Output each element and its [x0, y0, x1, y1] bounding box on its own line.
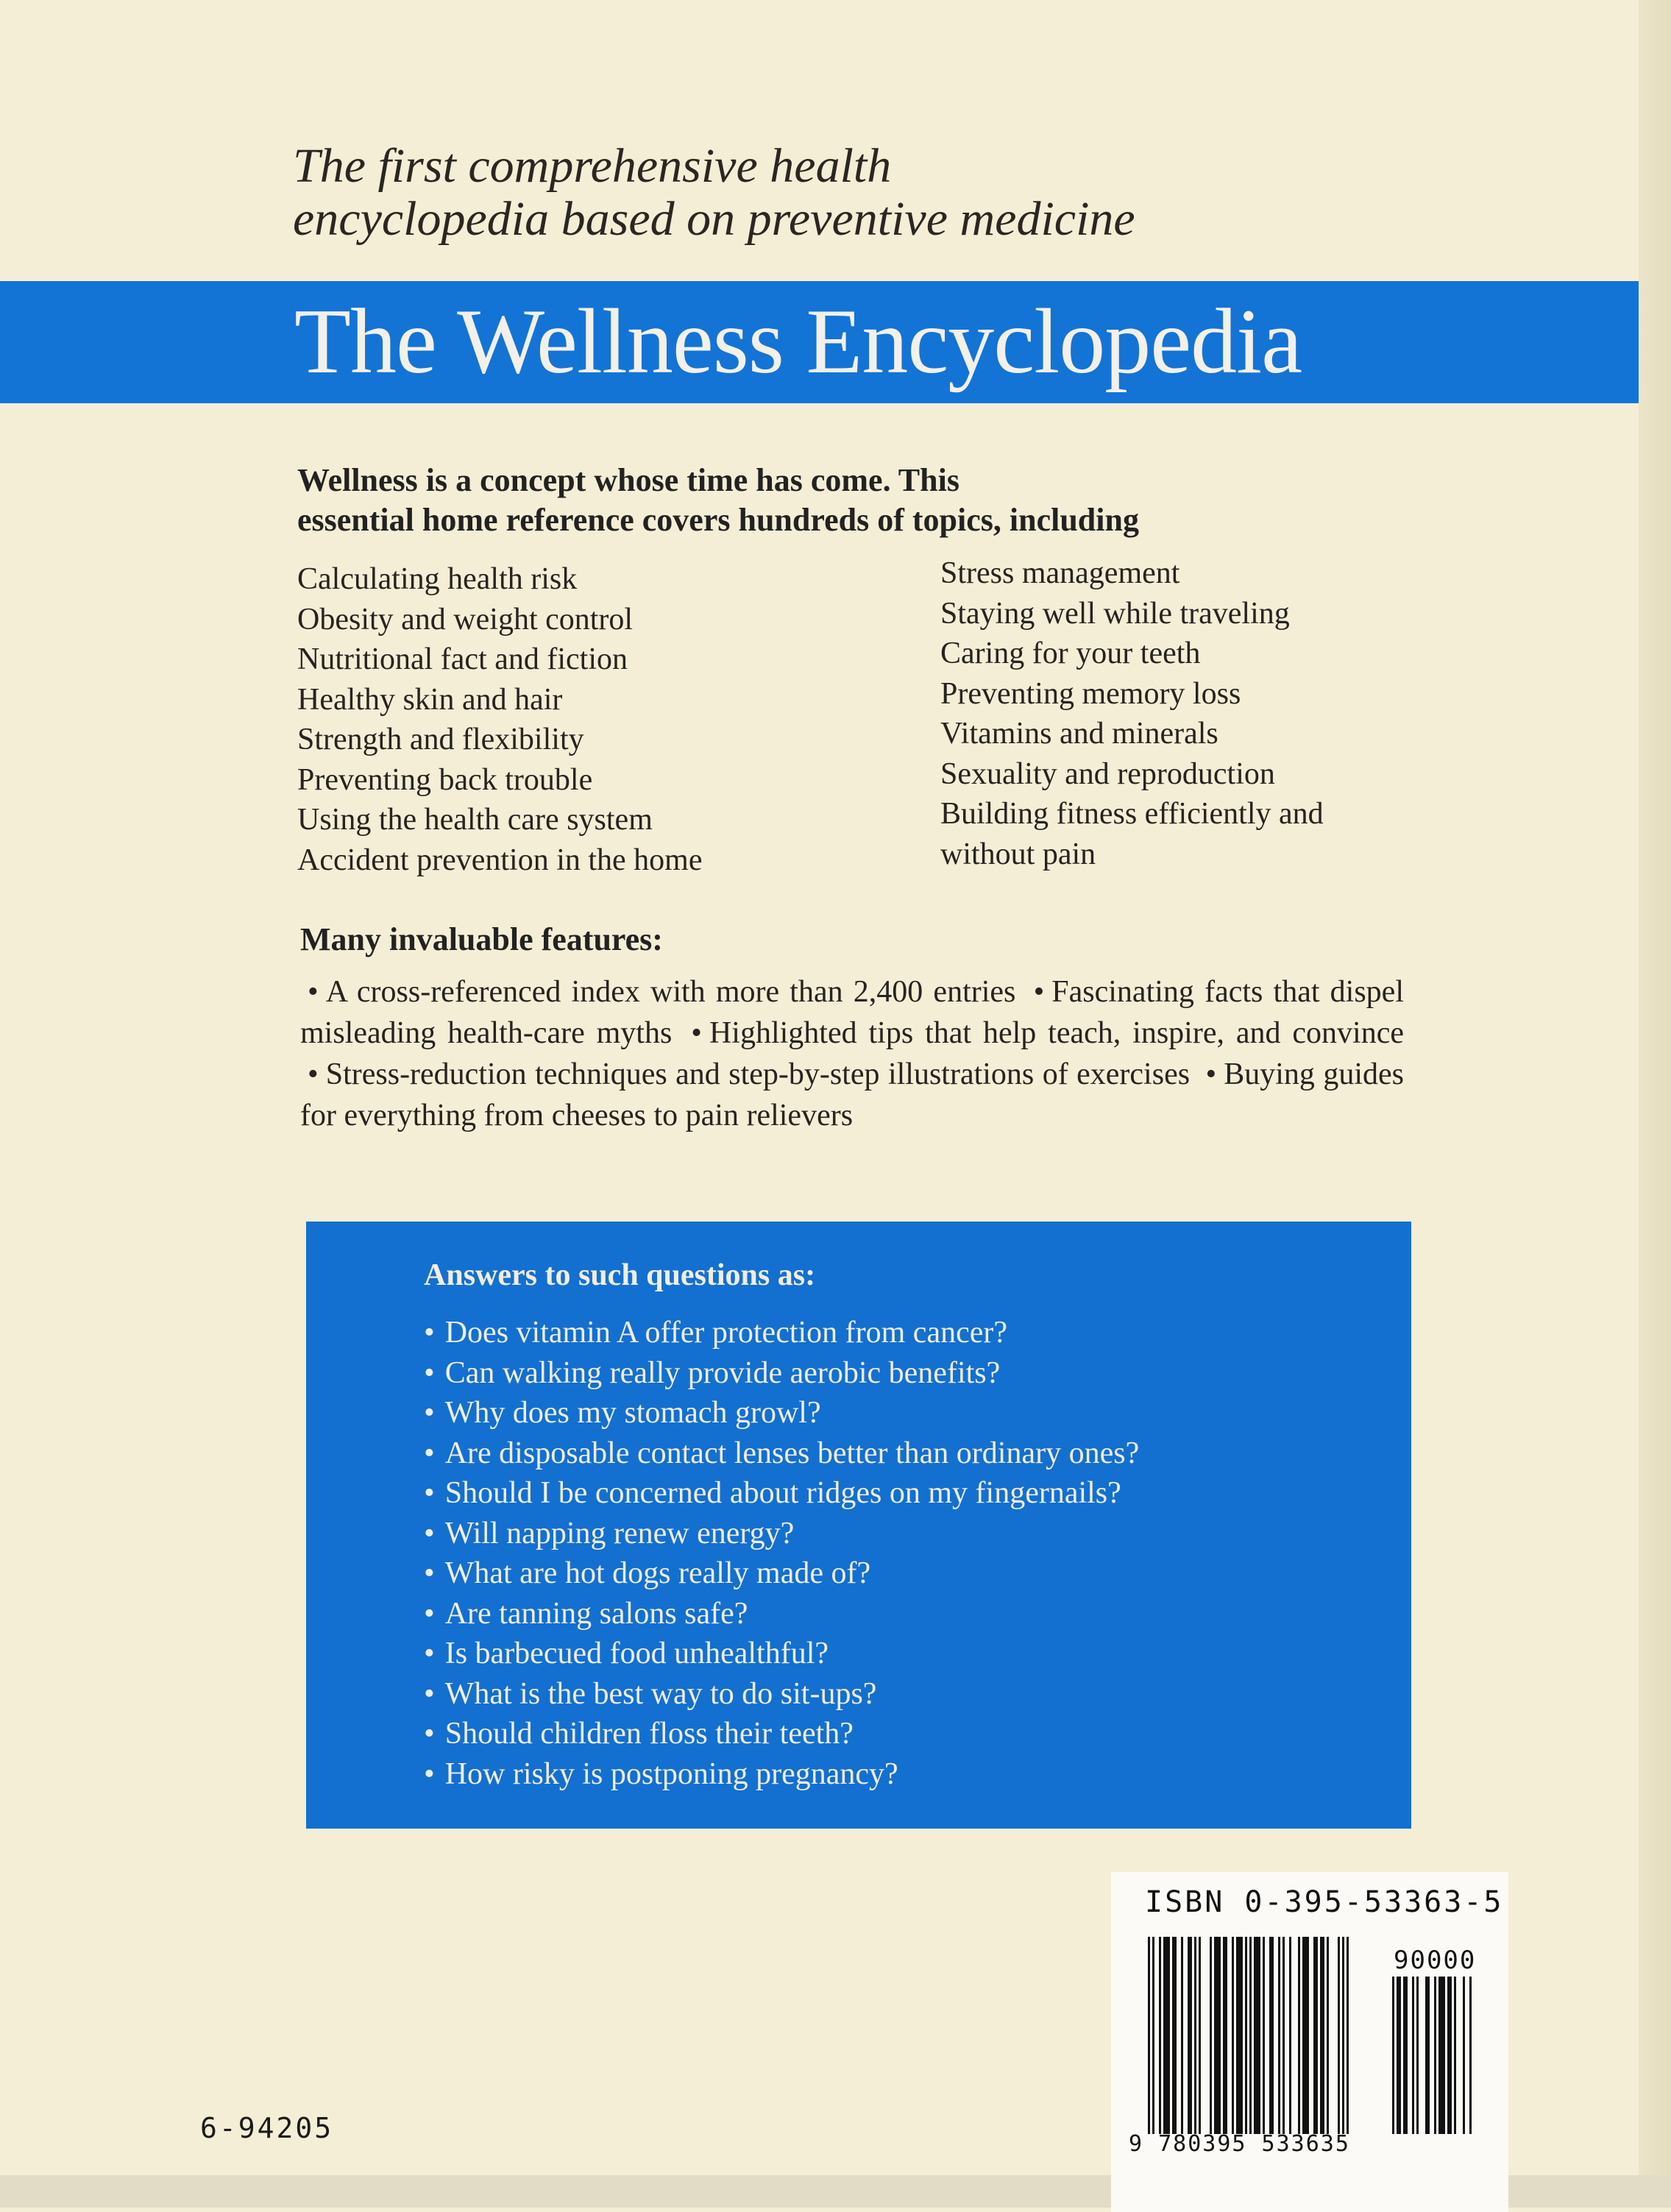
topic-item: Obesity and weight control: [297, 602, 634, 637]
intro-line-2: essential home reference covers hundreds of topics, including: [297, 502, 1139, 538]
barcode-bar: [1298, 1937, 1300, 2134]
bullet-glyph: •: [308, 975, 319, 1009]
barcode-bar: [1210, 1937, 1212, 2134]
barcode-main-icon: [1148, 1937, 1380, 2134]
ean-digits: 9 780395 533635: [1129, 2131, 1350, 2157]
barcode-bar: [1438, 1977, 1445, 2134]
question-item: • What are hot dogs really made of?: [424, 1553, 1380, 1594]
question-item: • Should children floss their teeth?: [424, 1714, 1380, 1754]
question-item: • Are disposable contact lenses better than ordinary ones?: [424, 1433, 1380, 1474]
barcode-bar: [1463, 1977, 1465, 2134]
topic-item: Staying well while traveling: [940, 596, 1290, 631]
price-code: 90000: [1394, 1946, 1477, 1975]
tagline: [293, 140, 1470, 246]
barcode-bar: [1327, 1937, 1329, 2134]
barcode-bar: [1469, 1977, 1472, 2134]
barcode-bar: [1302, 1937, 1309, 2134]
tagline-line-1: The first comprehensive health: [293, 139, 892, 193]
features-heading: Many invaluable features:: [300, 921, 663, 957]
question-item: • Should I be concerned about ridges on my fingernails?: [424, 1473, 1380, 1514]
barcode-bar: [1392, 1977, 1394, 2134]
barcode-bar: [1278, 1937, 1280, 2134]
topic-item: without pain: [940, 837, 1096, 871]
question-item: • How risky is postponing pregnancy?: [424, 1754, 1380, 1795]
question-item: • Why does my stomach growl?: [424, 1393, 1380, 1433]
bullet-glyph: •: [1033, 975, 1045, 1009]
barcode-bar: [1159, 1937, 1161, 2134]
topic-item: Using the health care system: [297, 803, 653, 837]
barcode-bar: [1416, 1977, 1419, 2134]
feature-item: Stress-reduction techniques and step-by-step illustrations of exercises: [325, 1057, 1191, 1091]
barcode-bar: [1188, 1937, 1192, 2134]
barcode-bar: [1236, 1937, 1243, 2134]
barcode-bar: [1269, 1937, 1274, 2134]
topic-item: Preventing back trouble: [297, 762, 593, 797]
barcode-bar: [1163, 1937, 1170, 2134]
bullet-glyph: •: [1205, 1057, 1217, 1091]
barcode-addon-icon: [1392, 1977, 1495, 2134]
barcode-bar: [1232, 1937, 1234, 2134]
barcode-bar: [1148, 1937, 1150, 2134]
topics-right-column: [940, 553, 1455, 874]
barcode-bar: [1152, 1937, 1154, 2134]
book-title: The Wellness Encyclopedia: [294, 291, 1302, 393]
barcode-bar: [1338, 1937, 1340, 2134]
topic-item: Caring for your teeth: [940, 637, 1201, 670]
barcode-bar: [1172, 1937, 1177, 2134]
barcode-bar: [1320, 1937, 1324, 2134]
topic-item: Healthy skin and hair: [297, 682, 563, 717]
question-item: • Can walking really provide aerobic benefits?: [424, 1353, 1380, 1394]
topic-item: Sexuality and reproduction: [940, 756, 1275, 791]
question-item: • Are tanning salons safe?: [424, 1594, 1380, 1634]
barcode-bar: [1434, 1977, 1436, 2134]
barcode-bar: [1397, 1977, 1401, 2134]
barcode-bar: [1342, 1937, 1344, 2134]
barcode-bar: [1199, 1937, 1201, 2134]
feature-item: Buying guides for everything from cheeses to pain relievers: [300, 1057, 1405, 1132]
barcode-bar: [1447, 1977, 1452, 2134]
intro-text: [297, 461, 1401, 540]
isbn-text: ISBN 0-395-53363-5: [1145, 1885, 1504, 1919]
feature-item: Highlighted tips that help teach, inspire, and convince: [709, 1016, 1404, 1050]
question-item: • Will napping renew energy?: [424, 1514, 1380, 1554]
question-item: • What is the best way to do sit-ups?: [424, 1674, 1380, 1715]
intro-line-1: Wellness is a concept whose time has come. This: [297, 462, 959, 498]
barcode-bar: [1454, 1977, 1456, 2134]
barcode-bar: [1282, 1937, 1285, 2134]
questions-heading: Answers to such questions as:: [424, 1258, 816, 1292]
barcode-bar: [1245, 1937, 1247, 2134]
topics-left-column: [297, 559, 930, 880]
barcode-bar: [1313, 1937, 1318, 2134]
topic-item: Strength and flexibility: [297, 723, 584, 756]
barcode-bar: [1214, 1937, 1221, 2134]
questions-box: [306, 1222, 1411, 1829]
bullet-glyph: •: [691, 1016, 702, 1050]
barcode-bar: [1194, 1937, 1196, 2134]
topic-item: Accident prevention in the home: [297, 843, 703, 877]
barcode-bar: [1347, 1937, 1349, 2134]
questions-list: [424, 1313, 1380, 1794]
barcode-bar: [1289, 1937, 1291, 2134]
topic-item: Stress management: [940, 556, 1180, 590]
barcode-bar: [1412, 1977, 1414, 2134]
tagline-line-2: encyclopedia based on preventive medicine: [293, 192, 1135, 246]
question-item: • Does vitamin A offer protection from cancer?: [424, 1313, 1380, 1353]
topic-item: Building fitness efficiently and: [940, 797, 1324, 831]
barcode-label: [1111, 1872, 1508, 2212]
features-paragraph: [300, 971, 1404, 1136]
barcode-bar: [1181, 1937, 1183, 2134]
cover-right-edge: [1639, 0, 1671, 2208]
stock-number: 6-94205: [200, 2112, 334, 2144]
topic-item: Preventing memory loss: [940, 676, 1241, 711]
topic-item: Vitamins and minerals: [940, 717, 1218, 751]
barcode-bar: [1403, 1977, 1408, 2134]
topic-item: Calculating health risk: [297, 562, 578, 596]
question-item: • Is barbecued food unhealthful?: [424, 1634, 1380, 1674]
title-band: [0, 281, 1639, 403]
topic-item: Nutritional fact and fiction: [297, 642, 628, 676]
barcode-bar: [1249, 1937, 1252, 2134]
bullet-glyph: •: [308, 1057, 319, 1091]
barcode-bar: [1254, 1937, 1260, 2134]
feature-item: A cross-referenced index with more than 2,400 entries: [325, 975, 1016, 1009]
barcode-bar: [1223, 1937, 1227, 2134]
barcode-bar: [1425, 1977, 1430, 2134]
barcode-bar: [1263, 1937, 1265, 2134]
feature-item: Fascinating facts that dispel misleading health-care myths: [300, 975, 1404, 1050]
